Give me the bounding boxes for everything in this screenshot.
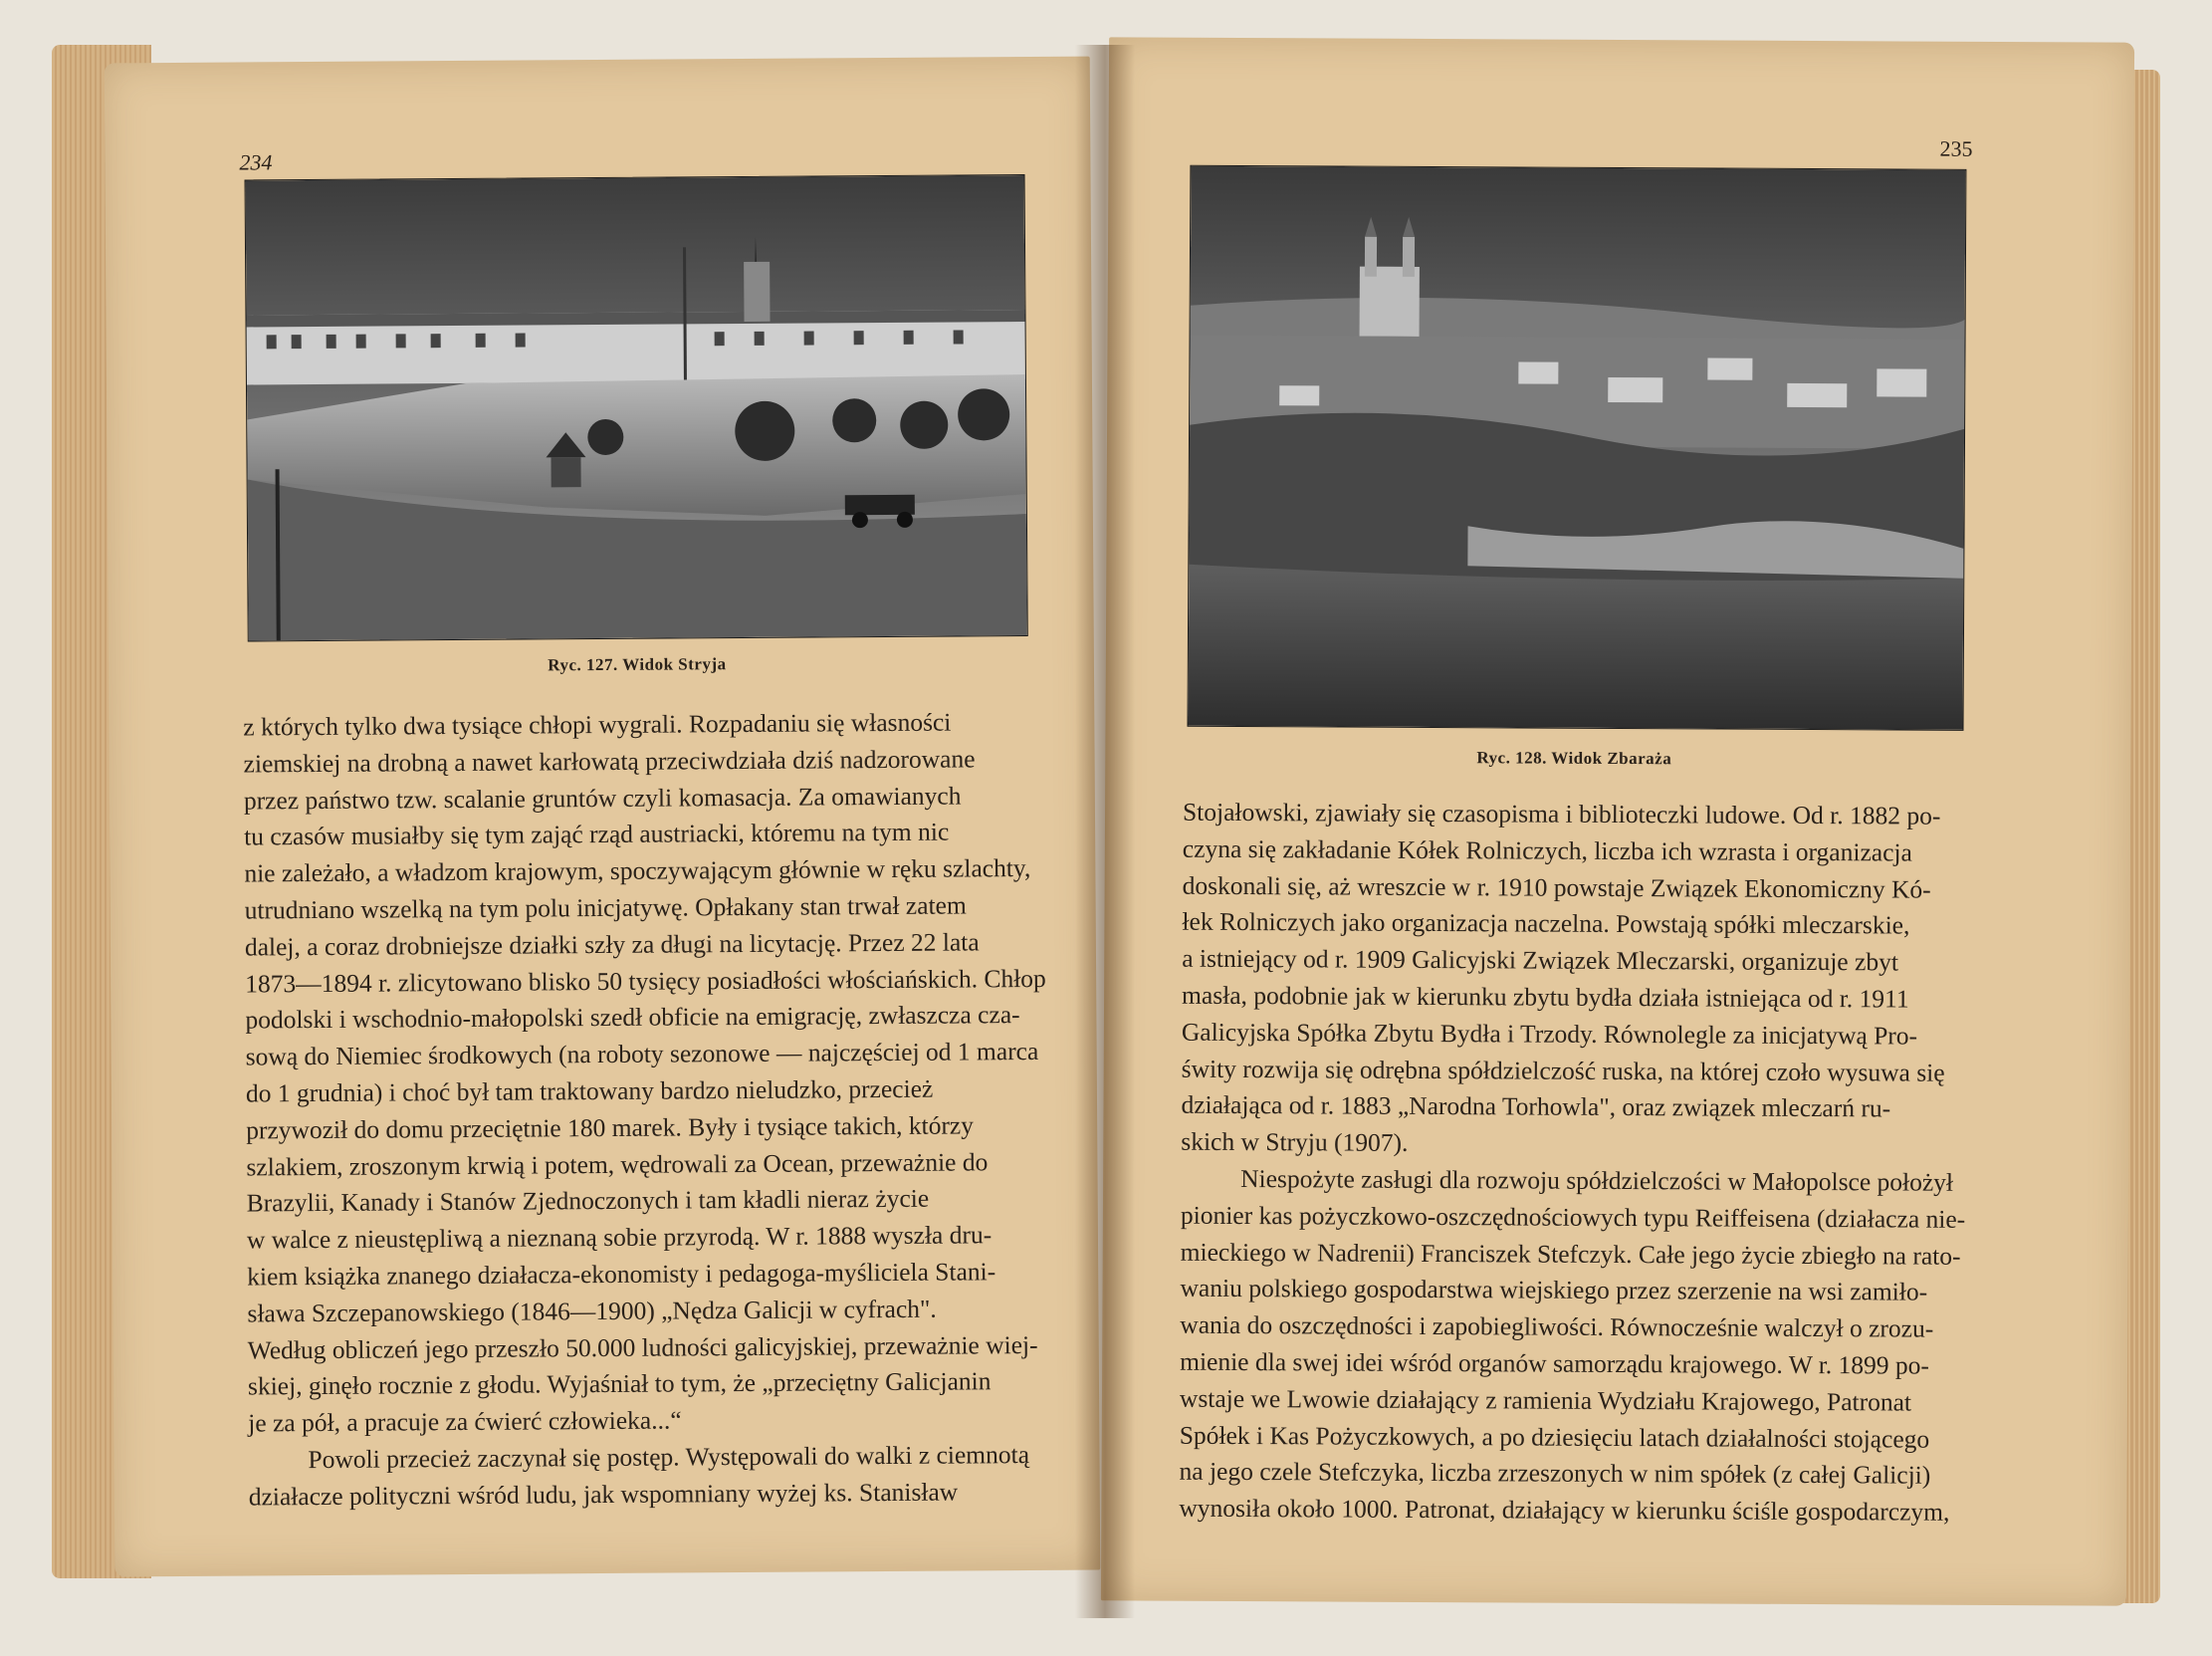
text-line: Galicyjska Spółka Zbytu Bydła i Trzody. Równolegle za inicjatywą Pro-: [1181, 1017, 1918, 1051]
text-line: skich w Stryju (1907).: [1181, 1126, 1409, 1158]
figure-caption-128: Ryc. 128. Widok Zbaraża: [1476, 748, 1672, 769]
left-page: [105, 57, 1101, 1577]
text-line: wstaje we Lwowie działający z ramienia Wydziału Krajowego, Patronat: [1179, 1383, 1912, 1417]
page-number-right: 235: [1939, 135, 1973, 161]
text-line: dalej, a coraz drobniejsze działki szły za długi na licytację. Przez 22 lata: [244, 927, 980, 962]
right-page: [1101, 37, 2134, 1605]
photo-zbaraz-image: [1188, 166, 1965, 730]
text-line: waniu polskiego gospodarstwa wiejskiego przez szerzenie na wsi zamiło-: [1180, 1274, 1928, 1306]
text-line: sową do Niemiec środkowych (na roboty sezonowe — najczęściej od 1 marca: [245, 1037, 1039, 1071]
text-line: Brazylii, Kanady i Stanów Zjednoczonych i tam kładli nieraz życie: [246, 1184, 930, 1218]
photo-zbaraz: [1187, 165, 1966, 731]
text-line: świty rozwija się odrębna spółdzielczość ruska, na której czoło wysuwa się: [1181, 1054, 1945, 1087]
book-gutter: [1075, 45, 1135, 1618]
text-line: z których tylko dwa tysiące chłopi wygrali. Rozpadaniu się własności: [243, 707, 952, 742]
text-line: 1873—1894 r. zlicytowano blisko 50 tysięcy posiadłości włościańskich. Chłop: [245, 963, 1046, 999]
text-line: je za pół, a pracuje za ćwierć człowieka...“: [248, 1405, 682, 1438]
text-line: sława Szczepanowskiego (1846—1900) „Nędza Galicji w cyfrach".: [247, 1294, 937, 1328]
text-line: nie zależało, a władzom krajowym, spoczywającym głównie w ręku szlachty,: [244, 853, 1031, 888]
body-text-right: [1179, 795, 1969, 1532]
page-number-left: 234: [239, 149, 273, 175]
text-line: wania do oszczędności i zapobiegliwości. Równocześnie walczył o zrozu-: [1180, 1309, 1934, 1343]
text-line: Spółek i Kas Pożyczkowych, a po dziesięciu latach działalności stojącego: [1179, 1420, 1930, 1454]
text-line: łek Rolniczych jako organizacja naczelna. Powstają spółki mleczarskie,: [1182, 907, 1910, 940]
text-line: ziemskiej na drobną a nawet karłowatą przeciwdziała dziś nadzorowane: [243, 744, 976, 779]
text-line: wynosiła około 1000. Patronat, działający w kierunku ściśle gospodarczym,: [1179, 1493, 1950, 1527]
text-line: kiem książka znanego działacza-ekonomisty i pedagoga-myśliciela Stani-: [247, 1257, 996, 1292]
text-line: tu czasów musiałby się tym zająć rząd austriacki, któremu na tym nic: [244, 817, 950, 851]
photo-stryj: [245, 174, 1028, 641]
photo-stryj-image: [246, 175, 1027, 640]
text-line: przez państwo tzw. scalanie gruntów czyli komasacja. Za omawianych: [243, 781, 962, 816]
text-line: Powoli przecież zaczynał się postęp. Występowali do walki z ciemnotą: [308, 1439, 1030, 1475]
text-line: Stojałowski, zjawiały się czasopisma i biblioteczki ludowe. Od r. 1882 po-: [1182, 797, 1941, 830]
text-line: działająca od r. 1883 „Narodna Torhowla", oraz związek mleczarń ru-: [1181, 1090, 1891, 1123]
text-line: podolski i wschodnio-małopolski szedł obficie na emigrację, zwłaszcza cza-: [245, 1000, 1020, 1035]
text-line: przywoził do domu przeciętnie 180 marek. Były i tysiące takich, którzy: [246, 1110, 975, 1145]
text-line: do 1 grudnia) i choć był tam traktowany bardzo nieludzko, przecież: [245, 1073, 934, 1108]
text-line: masła, podobnie jak w kierunku zbytu bydła działa istniejąca od r. 1911: [1182, 980, 1909, 1014]
text-line: mienie dla swej idei wśród organów samorządu krajowego. W r. 1899 po-: [1180, 1346, 1930, 1380]
text-line: czyna się zakładanie Kółek Rolniczych, liczba ich wzrasta i organizacja: [1182, 833, 1912, 867]
text-line: Niespożyte zasługi dla rozwoju spółdzielczości w Małopolsce położył: [1240, 1163, 1954, 1197]
text-line: a istniejący od r. 1909 Galicyjski Związek Mleczarski, organizuje zbyt: [1182, 943, 1899, 977]
text-line: pionier kas pożyczkowo-oszczędnościowych typu Reiffeisena (działacza nie-: [1180, 1200, 1966, 1234]
text-line: Według obliczeń jego przeszło 50.000 ludności galicyjskiej, przeważnie wiej-: [247, 1329, 1038, 1365]
text-line: skiej, ginęło rocznie z głodu. Wyjaśniał to tym, że „przeciętny Galicjanin: [247, 1366, 992, 1401]
text-line: doskonali się, aż wreszcie w r. 1910 powstaje Związek Ekonomiczny Kó-: [1182, 870, 1931, 904]
text-line: utrudniano wszelką na tym polu inicjatywę. Opłakany stan trwał zatem: [244, 890, 967, 925]
text-line: działacze polityczni wśród ludu, jak wspomniany wyżej ks. Stanisław: [248, 1477, 959, 1512]
text-line: w walce z nieustępliwą a nieznaną sobie przyrodą. W r. 1888 wyszła dru-: [246, 1220, 993, 1255]
body-text-left: [243, 704, 1045, 1516]
text-line: mieckiego w Nadrenii) Franciszek Stefczyk. Całe jego życie zbiegło na rato-: [1180, 1237, 1961, 1271]
text-line: szlakiem, zroszonym krwią i potem, wędrowali za Ocean, przeważnie do: [246, 1146, 989, 1182]
figure-caption-127: Ryc. 127. Widok Stryja: [548, 654, 727, 675]
text-line: na jego czele Stefczyka, liczba zrzeszonych w nim spółek (z całej Galicji): [1179, 1457, 1931, 1490]
